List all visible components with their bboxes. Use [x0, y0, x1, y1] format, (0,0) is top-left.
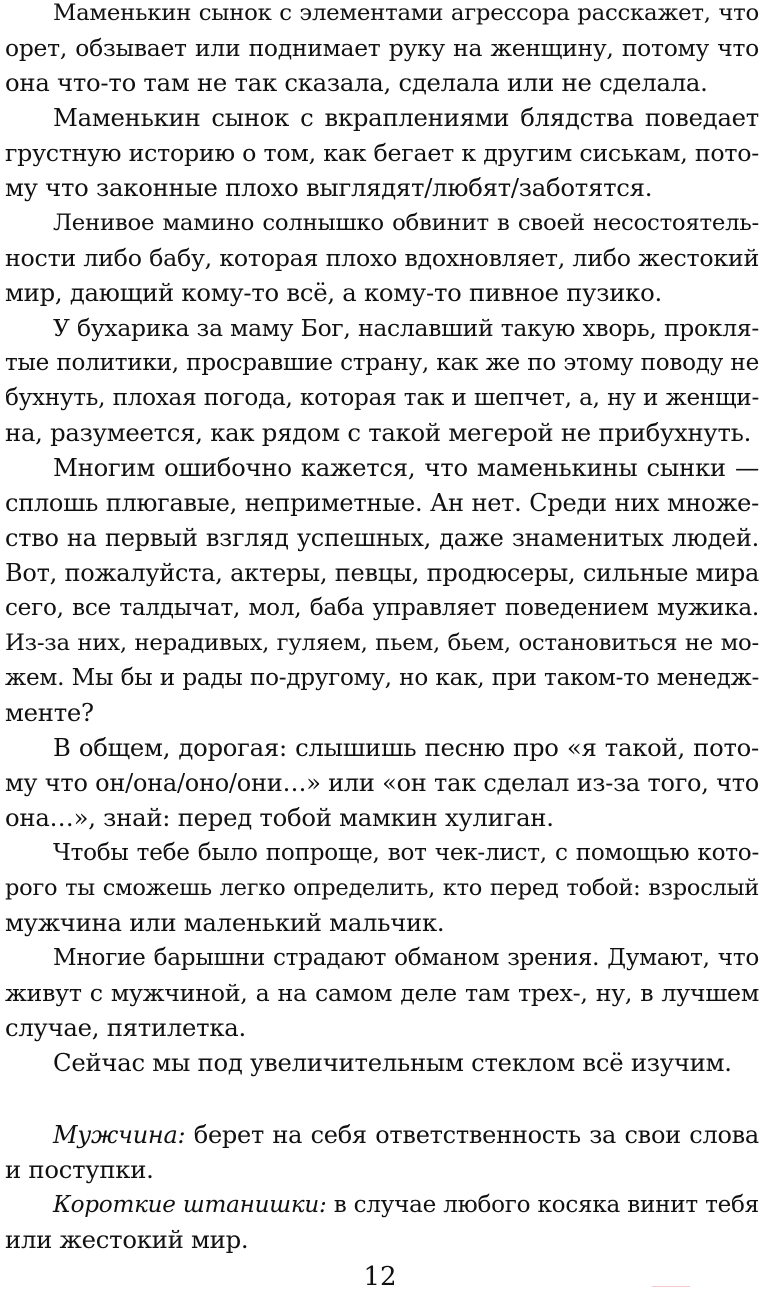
page-corner-mark	[652, 1286, 690, 1293]
text-line: У бухарика за маму Бог, наславший такую хворь, прокля-	[53, 314, 759, 342]
text-line: и поступки.	[5, 1155, 154, 1184]
text-line: Сейчас мы под увеличительным стеклом всё изучим.	[53, 1048, 732, 1077]
text-line: случае, пятилетка.	[5, 1013, 247, 1042]
text-line: Вот, пожалуйста, актеры, певцы, продюсеры, сильные мира	[5, 559, 759, 587]
text-line: мужчина или маленький мальчик.	[5, 908, 445, 937]
text-line: на, разумеется, как рядом с такой мегерой не прибухнуть.	[5, 418, 752, 447]
text-line: орет, обзывает или поднимает руку на женщину, потому что	[5, 34, 759, 62]
text-line: Чтобы тебе было попроще, вот чек-лист, с помощью кото-	[53, 840, 759, 866]
text-line: сего, все талдычат, мол, баба управляет поведением мужика.	[5, 595, 759, 621]
text-line: бухнуть, плохая погода, которая так и шепчет, а, ну и женщи-	[5, 385, 759, 411]
text-line: В общем, дорогая: слышишь песню про «я такой, пото-	[53, 733, 759, 762]
checklist-term: Короткие штанишки:	[53, 1192, 327, 1218]
text-line: живут с мужчиной, а на самом деле там трех-, ну, в лучшем	[5, 979, 759, 1007]
text-line: му что законные плохо выглядят/любят/заботятся.	[5, 173, 653, 202]
text-line: ство на первый взгляд успешных, даже знаменитых людей.	[5, 524, 759, 552]
text-line: сплошь плюгавые, неприметные. Ан нет. Среди них множе-	[5, 489, 759, 517]
checklist-text: в случае любого косяка винит тебя	[333, 1192, 759, 1218]
text-line: она…», знай: перед тобой мамкин хулиган.	[5, 803, 554, 832]
text-line: мир, дающий кому-то всё, а кому-то пивное пузико.	[5, 278, 662, 307]
checklist-item-short-pants	[5, 1188, 759, 1222]
checklist-text: берет на себя ответственность за свои слова	[193, 1121, 759, 1149]
text-line: му что он/она/оно/они…» или «он так сделал из-за того, что	[5, 769, 759, 797]
text-line: Ленивое мамино солнышко обвинит в своей несостоятель-	[53, 210, 759, 236]
text-line: Маменькин сынок с элементами агрессора расскажет, что	[53, 0, 759, 26]
text-line: Из-за них, нерадивых, гуляем, пьем, бьем, остановиться не мо-	[5, 630, 759, 656]
checklist-item-man	[5, 1118, 759, 1152]
text-line: ности либо бабу, которая плохо вдохновляет, либо жестокий	[5, 244, 759, 272]
text-line: жем. Мы бы и рады по-другому, но как, при таком-то менедж-	[5, 665, 759, 691]
text-line: рого ты сможешь легко определить, кто перед тобой: взрослый	[5, 875, 759, 901]
checklist-term: Мужчина:	[53, 1121, 186, 1149]
text-line: или жестокий мир.	[5, 1225, 249, 1254]
text-line: Маменькин сынок с вкраплениями блядства поведает	[53, 103, 759, 132]
text-line: тые политики, просравшие страну, как же по этому поводу не	[5, 350, 759, 376]
page-number: 12	[363, 1262, 397, 1292]
text-line: Многие барышни страдают обманом зрения. Думают, что	[53, 945, 759, 971]
text-line: менте?	[5, 698, 94, 727]
text-line: она что-то там не так сказала, сделала или не сделала.	[5, 68, 708, 97]
text-line: грустную историю о том, как бегает к другим сиськам, пото-	[5, 139, 759, 167]
text-line: Многим ошибочно кажется, что маменькины сынки —	[53, 453, 759, 482]
